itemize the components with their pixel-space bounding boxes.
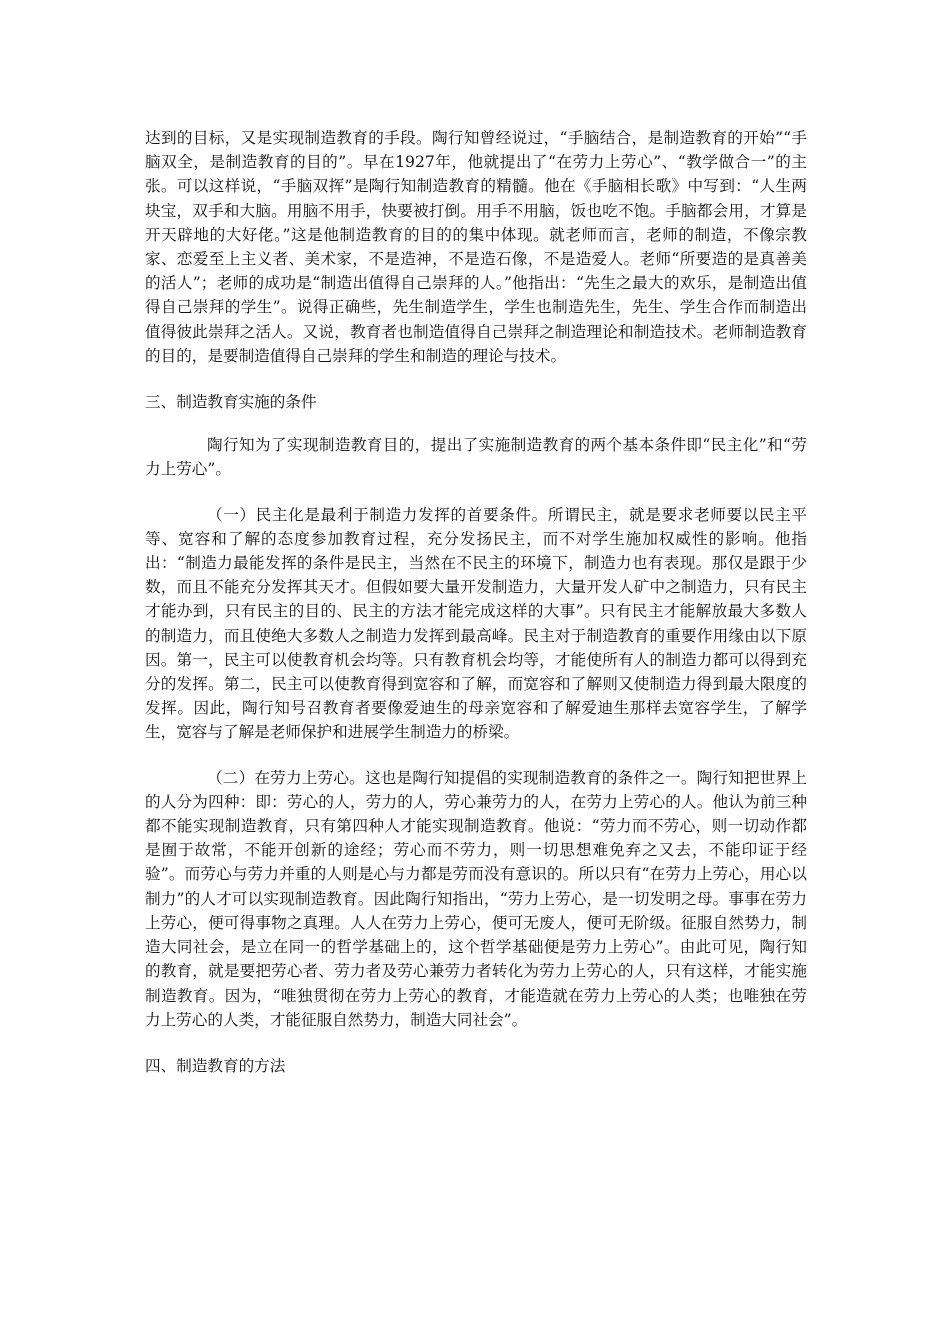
paragraph-continued: 达到的目标，又是实现制造教育的手段。陶行知曾经说过，“手脑结合，是制造教育的开始”“手脑双全，是制造教育的目的”。早在1927年，他就提出了“在劳力上劳心”、“教学做合一”的主张。可以这样说，“手脑双挥”是陶行知制造教育的精髓。他在《手脑相长歌》中写到：“人生两块宝，双手和大脑。用脑不用手，快要被打倒。用手不用脑，饭也吃不饱。手脑都会用，才算是开天辟地的大好佬。”这是他制造教育的目的的集中体现。就老师而言，老师的制造，不像宗教家、恋爱至上主义者、美术家，不是造神，不是造石像，不是造爱人。老师“所要造的是真善美的活人”；老师的成功是“制造出值得自己崇拜的人。”他指出：“先生之最大的欢乐，是制造出值得自己崇拜的学生”。说得正确些，先生制造学生，学生也制造先生，先生、学生合作而制造出值得彼此崇拜之活人。又说，教育者也制造值得自己崇拜之制造理论和制造技术。老师制造教育的目的，是要制造值得自己崇拜的学生和制造的理论与技术。 — [145, 129, 807, 365]
paragraph-labor-mind: （二）在劳力上劳心。这也是陶行知提倡的实现制造教育的条件之一。陶行知把世界上的人分为四种：即：劳心的人，劳力的人，劳心兼劳力的人，在劳力上劳心的人。他认为前三种都不能实现制造教育，只有第四种人才能实现制造教育。他说：“劳力而不劳心，则一切动作都是囿于故常，不能开创新的途经；劳心而不劳力，则一切思想难免弃之又去，不能印证于经验”。而劳心与劳力并重的人则是心与力都是劳而没有意识的。所以只有“在劳力上劳心，用心以制力”的人才可以实现制造教育。因此陶行知指出，“劳力上劳心，是一切发明之母。事事在劳力上劳心，便可得事物之真理。人人在劳力上劳心，便可无废人，便可无阶级。征服自然势力，制造大同社会，是立在同一的哲学基础上的，这个哲学基础便是劳力上劳心”。由此可见，陶行知的教育，就是要把劳心者、劳力者及劳心兼劳力者转化为劳力上劳心的人，只有这样，才能实施制造教育。因为，“唯独贯彻在劳力上劳心的教育，才能造就在劳力上劳心的人类；也唯独在劳力上劳心的人类，才能征服自然势力，制造大同社会”。 — [145, 768, 807, 1029]
paragraph-conditions-intro: 陶行知为了实现制造教育目的，提出了实施制造教育的两个基本条件即“民主化”和“劳力上劳心”。 — [145, 436, 807, 479]
document-body — [145, 126, 807, 1078]
section-heading-4: 四、制造教育的方法 — [145, 1056, 286, 1075]
paragraph-democracy: （一）民主化是最利于制造力发挥的首要条件。所谓民主，就是要求老师要以民主平等、宽容和了解的态度参加教育过程，充分发扬民主，而不对学生施加权威性的影响。他指出：“制造力最能发挥的条件是民主，当然在不民主的环境下，制造力也有表现。那仅是跟于少数，而且不能充分发挥其天才。但假如要大量开发制造力，大量开发人矿中之制造力，只有民主才能办到，只有民主的目的、民主的方法才能完成这样的大事”。只有民主才能解放最大多数人的制造力，而且使绝大多数人之制造力发挥到最高峰。民主对于制造教育的重要作用缘由以下原因。第一，民主可以使教育机会均等。只有教育机会均等，才能使所有人的制造力都可以得到充分的发挥。第二，民主可以使教育得到宽容和了解，而宽容和了解则又使制造力得到最大限度的发挥。因此，陶行知号召教育者要像爱迪生的母亲宽容和了解爱迪生那样去宽容学生，了解学生，宽容与了解是老师保护和进展学生制造力的桥梁。 — [145, 505, 807, 742]
section-heading-3: 三、制造教育实施的条件 — [145, 393, 317, 412]
